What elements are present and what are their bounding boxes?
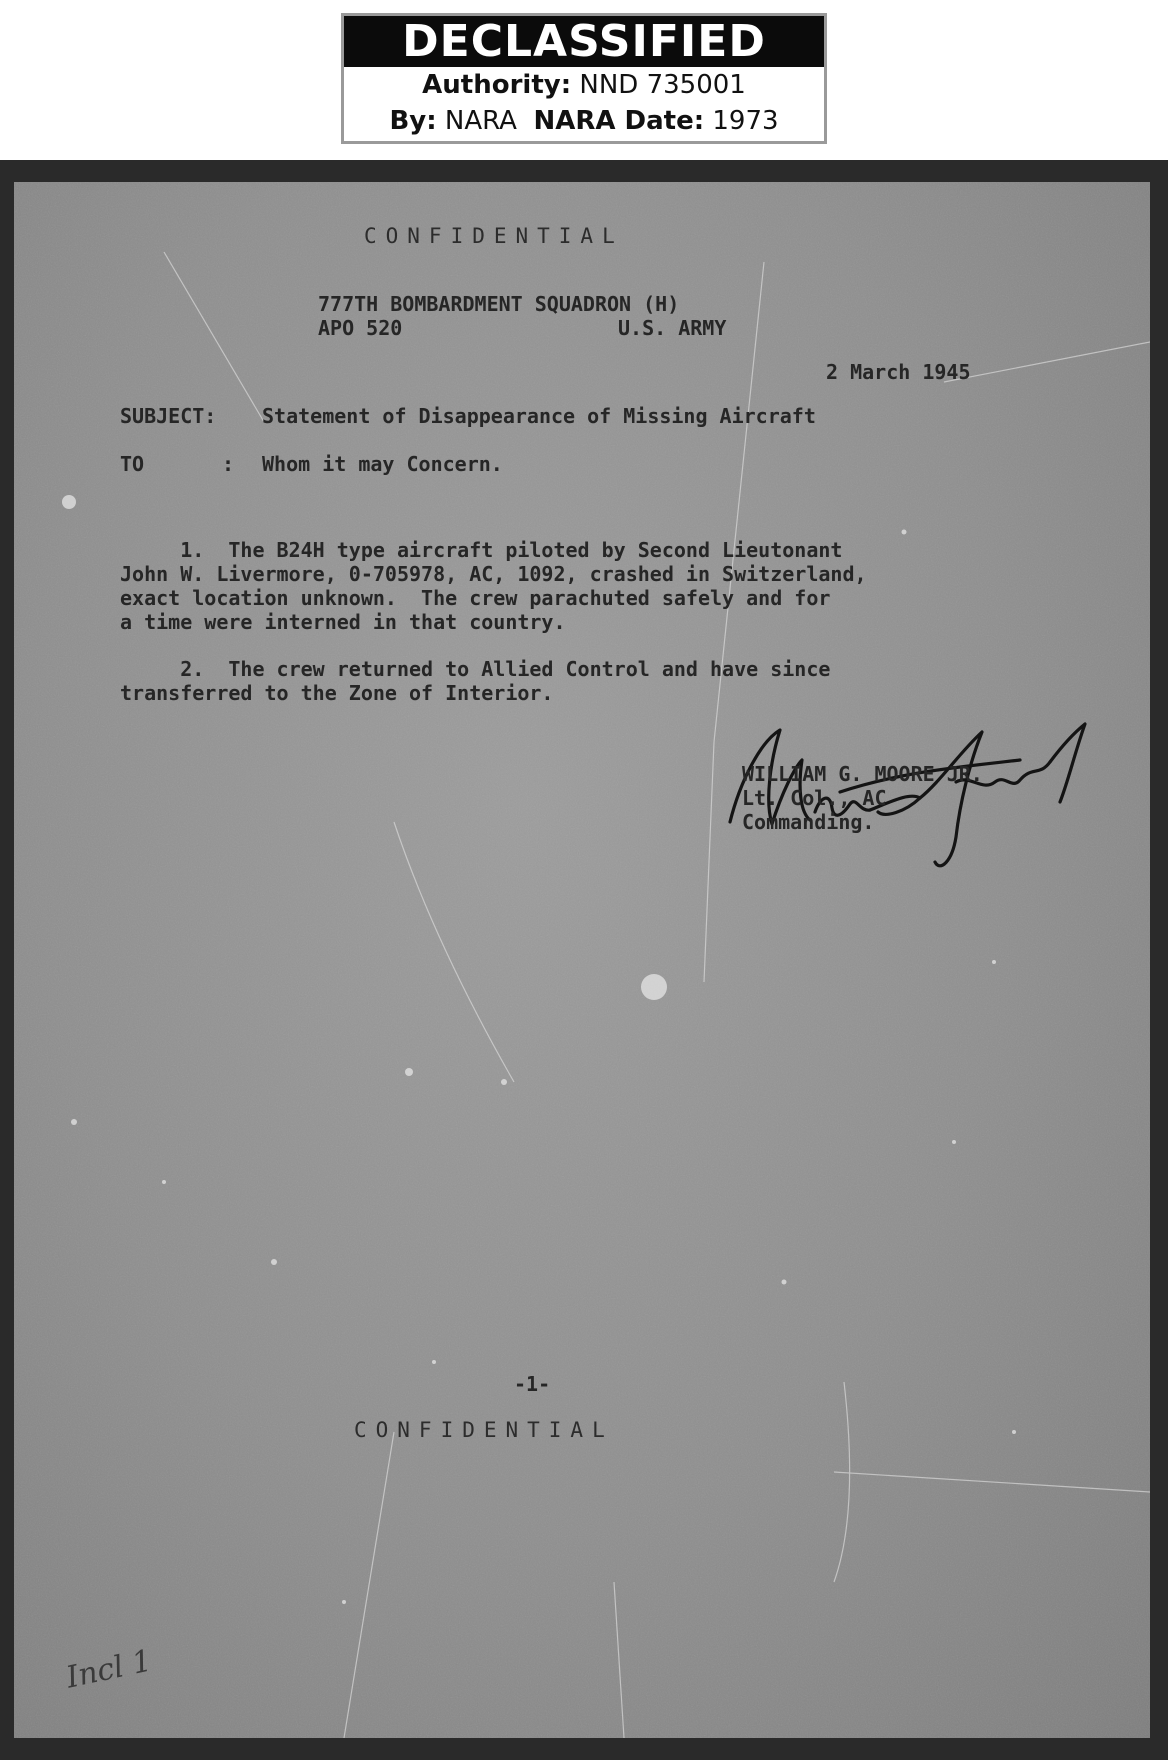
stamp-authority-value: NND 735001 [579,70,746,100]
page-number: -1- [514,1372,551,1396]
stamp-date-label: NARA Date: [533,106,705,136]
apo-number: APO 520 [318,316,403,340]
to-text: Whom it may Concern. [262,452,503,476]
para2-line: transferred to the Zone of Interior. [120,681,554,705]
signer-rank: Lt. Col., AC [742,786,887,810]
classification-top: CONFIDENTIAL [364,224,624,248]
para1-line: a time were interned in that country. [120,610,566,634]
scanned-document [0,160,1168,1760]
subject-text: Statement of Disappearance of Missing Aircraft [262,404,816,428]
signer-name: WILLIAM G. MOORE JR. [742,762,983,786]
para1-line: exact location unknown. The crew parachuted safely and for [120,586,831,610]
subject-label: SUBJECT: [120,404,217,428]
stamp-authority-line [344,67,824,103]
signer-role: Commanding. [742,810,875,834]
stamp-authority-label: Authority: [422,70,572,100]
to-label: TO [120,452,145,476]
unit-designation: 777TH BOMBARDMENT SQUADRON (H) [318,292,680,316]
letter-page [14,182,1150,1738]
para1-line: 1. The B24H type aircraft piloted by Second Lieutonant [120,538,843,562]
stamp-by-value: NARA [444,106,517,136]
letter-date: 2 March 1945 [826,360,971,384]
stamp-title: DECLASSIFIED [344,16,824,67]
to-colon: : [222,452,235,476]
para2-line: 2. The crew returned to Allied Control and have since [120,657,831,681]
para1-line: John W. Livermore, 0-705978, AC, 1092, crashed in Switzerland, [120,562,867,586]
stamp-by-label: By: [389,106,437,136]
handwritten-note: Incl 1 [63,1643,155,1696]
stamp-by-line [344,103,824,139]
declassified-stamp [341,13,827,144]
classification-bottom: CONFIDENTIAL [354,1418,614,1442]
stamp-date-value: 1973 [712,106,779,136]
army-line: U.S. ARMY [618,316,727,340]
